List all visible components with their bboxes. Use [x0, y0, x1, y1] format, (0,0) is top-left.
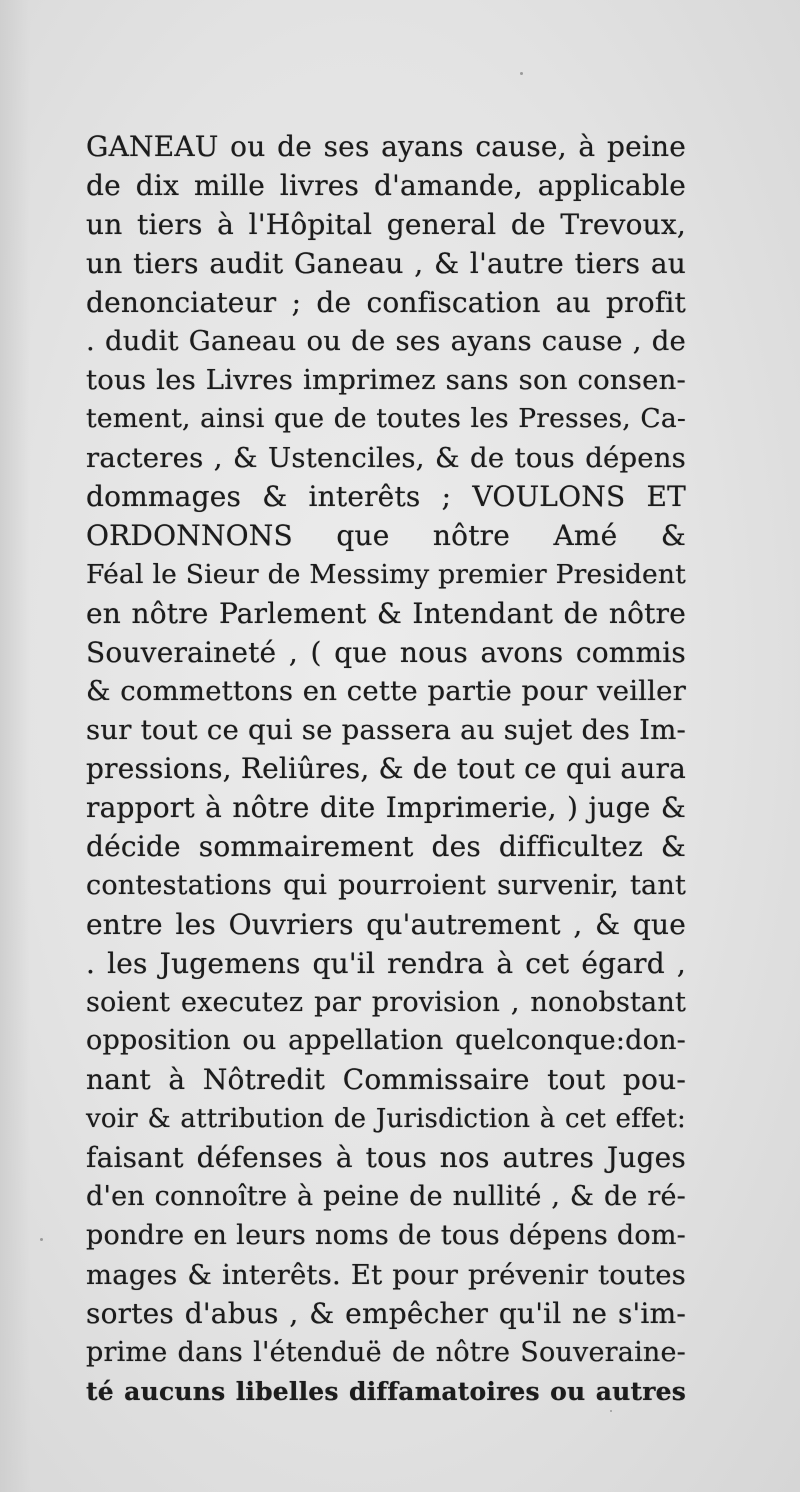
- text-line: GANEAU ou de ses ayans cause, à peine: [86, 130, 686, 163]
- page-edge-shadow: [0, 0, 30, 1492]
- text-line: . les Jugemens qu'il rendra à cet égard ,: [86, 946, 686, 980]
- paper-speck: [40, 1238, 43, 1241]
- text-line: soient executez par provision , nonobstant: [86, 986, 686, 1018]
- text-line: racteres , & Ustenciles, & de tous dépens: [86, 442, 686, 475]
- text-line: faisant défenses à tous nos autres Juges: [86, 1141, 686, 1175]
- text-line: Souveraineté , ( que nous avons commis: [86, 635, 686, 669]
- text-line: & commettons en cette partie pour veiller: [86, 675, 686, 708]
- text-line: tous les Livres imprimez sans son consen-: [86, 364, 686, 397]
- text-line: prime dans l'étenduë de nôtre Souveraine-: [86, 1336, 686, 1368]
- text-line: pressions, Reliûres, & de tout ce qui aura: [86, 752, 687, 786]
- paper-speck: [520, 72, 523, 75]
- text-line: té aucuns libelles diffamatoires ou autres: [86, 1376, 686, 1406]
- text-line: dommages & interêts ; VOULONS ET: [86, 480, 686, 514]
- text-line: contestations qui pourroient survenir, tant: [86, 869, 686, 901]
- text-line: . dudit Ganeau ou de ses ayans cause , de: [86, 325, 686, 358]
- text-line: nant à Nôtredit Commissaire tout pou-: [86, 1063, 686, 1097]
- text-line: en nôtre Parlement & Intendant de nôtre: [86, 596, 686, 630]
- body-text: [86, 128, 686, 1411]
- text-line: rapport à nôtre dite Imprimerie, ) juge &: [86, 791, 686, 825]
- text-line: voir & attribution de Jurisdiction à cet effet:: [86, 1104, 686, 1135]
- text-line: denonciateur ; de confiscation au profit: [86, 285, 686, 319]
- text-line: sortes d'abus , & empêcher qu'il ne s'im-: [86, 1296, 686, 1330]
- text-line: décide sommairement des difficultez &: [86, 830, 686, 864]
- text-line: mages & interêts. Et pour prévenir toutes: [86, 1258, 686, 1291]
- text-line: Féal le Sieur de Messimy premier President: [86, 558, 686, 590]
- text-line: opposition ou appellation quelconque:don-: [86, 1025, 686, 1057]
- text-line: de dix mille livres d'amande, applicable: [86, 168, 686, 202]
- text-line: d'en connoître à peine de nullité , & de ré-: [86, 1181, 686, 1213]
- text-line: sur tout ce qui se passera au sujet des Im-: [86, 714, 686, 747]
- text-line: un tiers à l'Hôpital general de Trevoux,: [86, 207, 686, 241]
- text-line: ORDONNONS que nôtre Amé &: [86, 518, 686, 552]
- text-line: tement, ainsi que de toutes les Presses, Ca-: [86, 403, 686, 435]
- paper-speck: [610, 1410, 612, 1412]
- text-line: un tiers audit Ganeau , & l'autre tiers au: [86, 246, 686, 280]
- text-line: entre les Ouvriers qu'autrement , & que: [86, 907, 686, 941]
- text-line: pondre en leurs noms de tous dépens dom-: [86, 1219, 686, 1251]
